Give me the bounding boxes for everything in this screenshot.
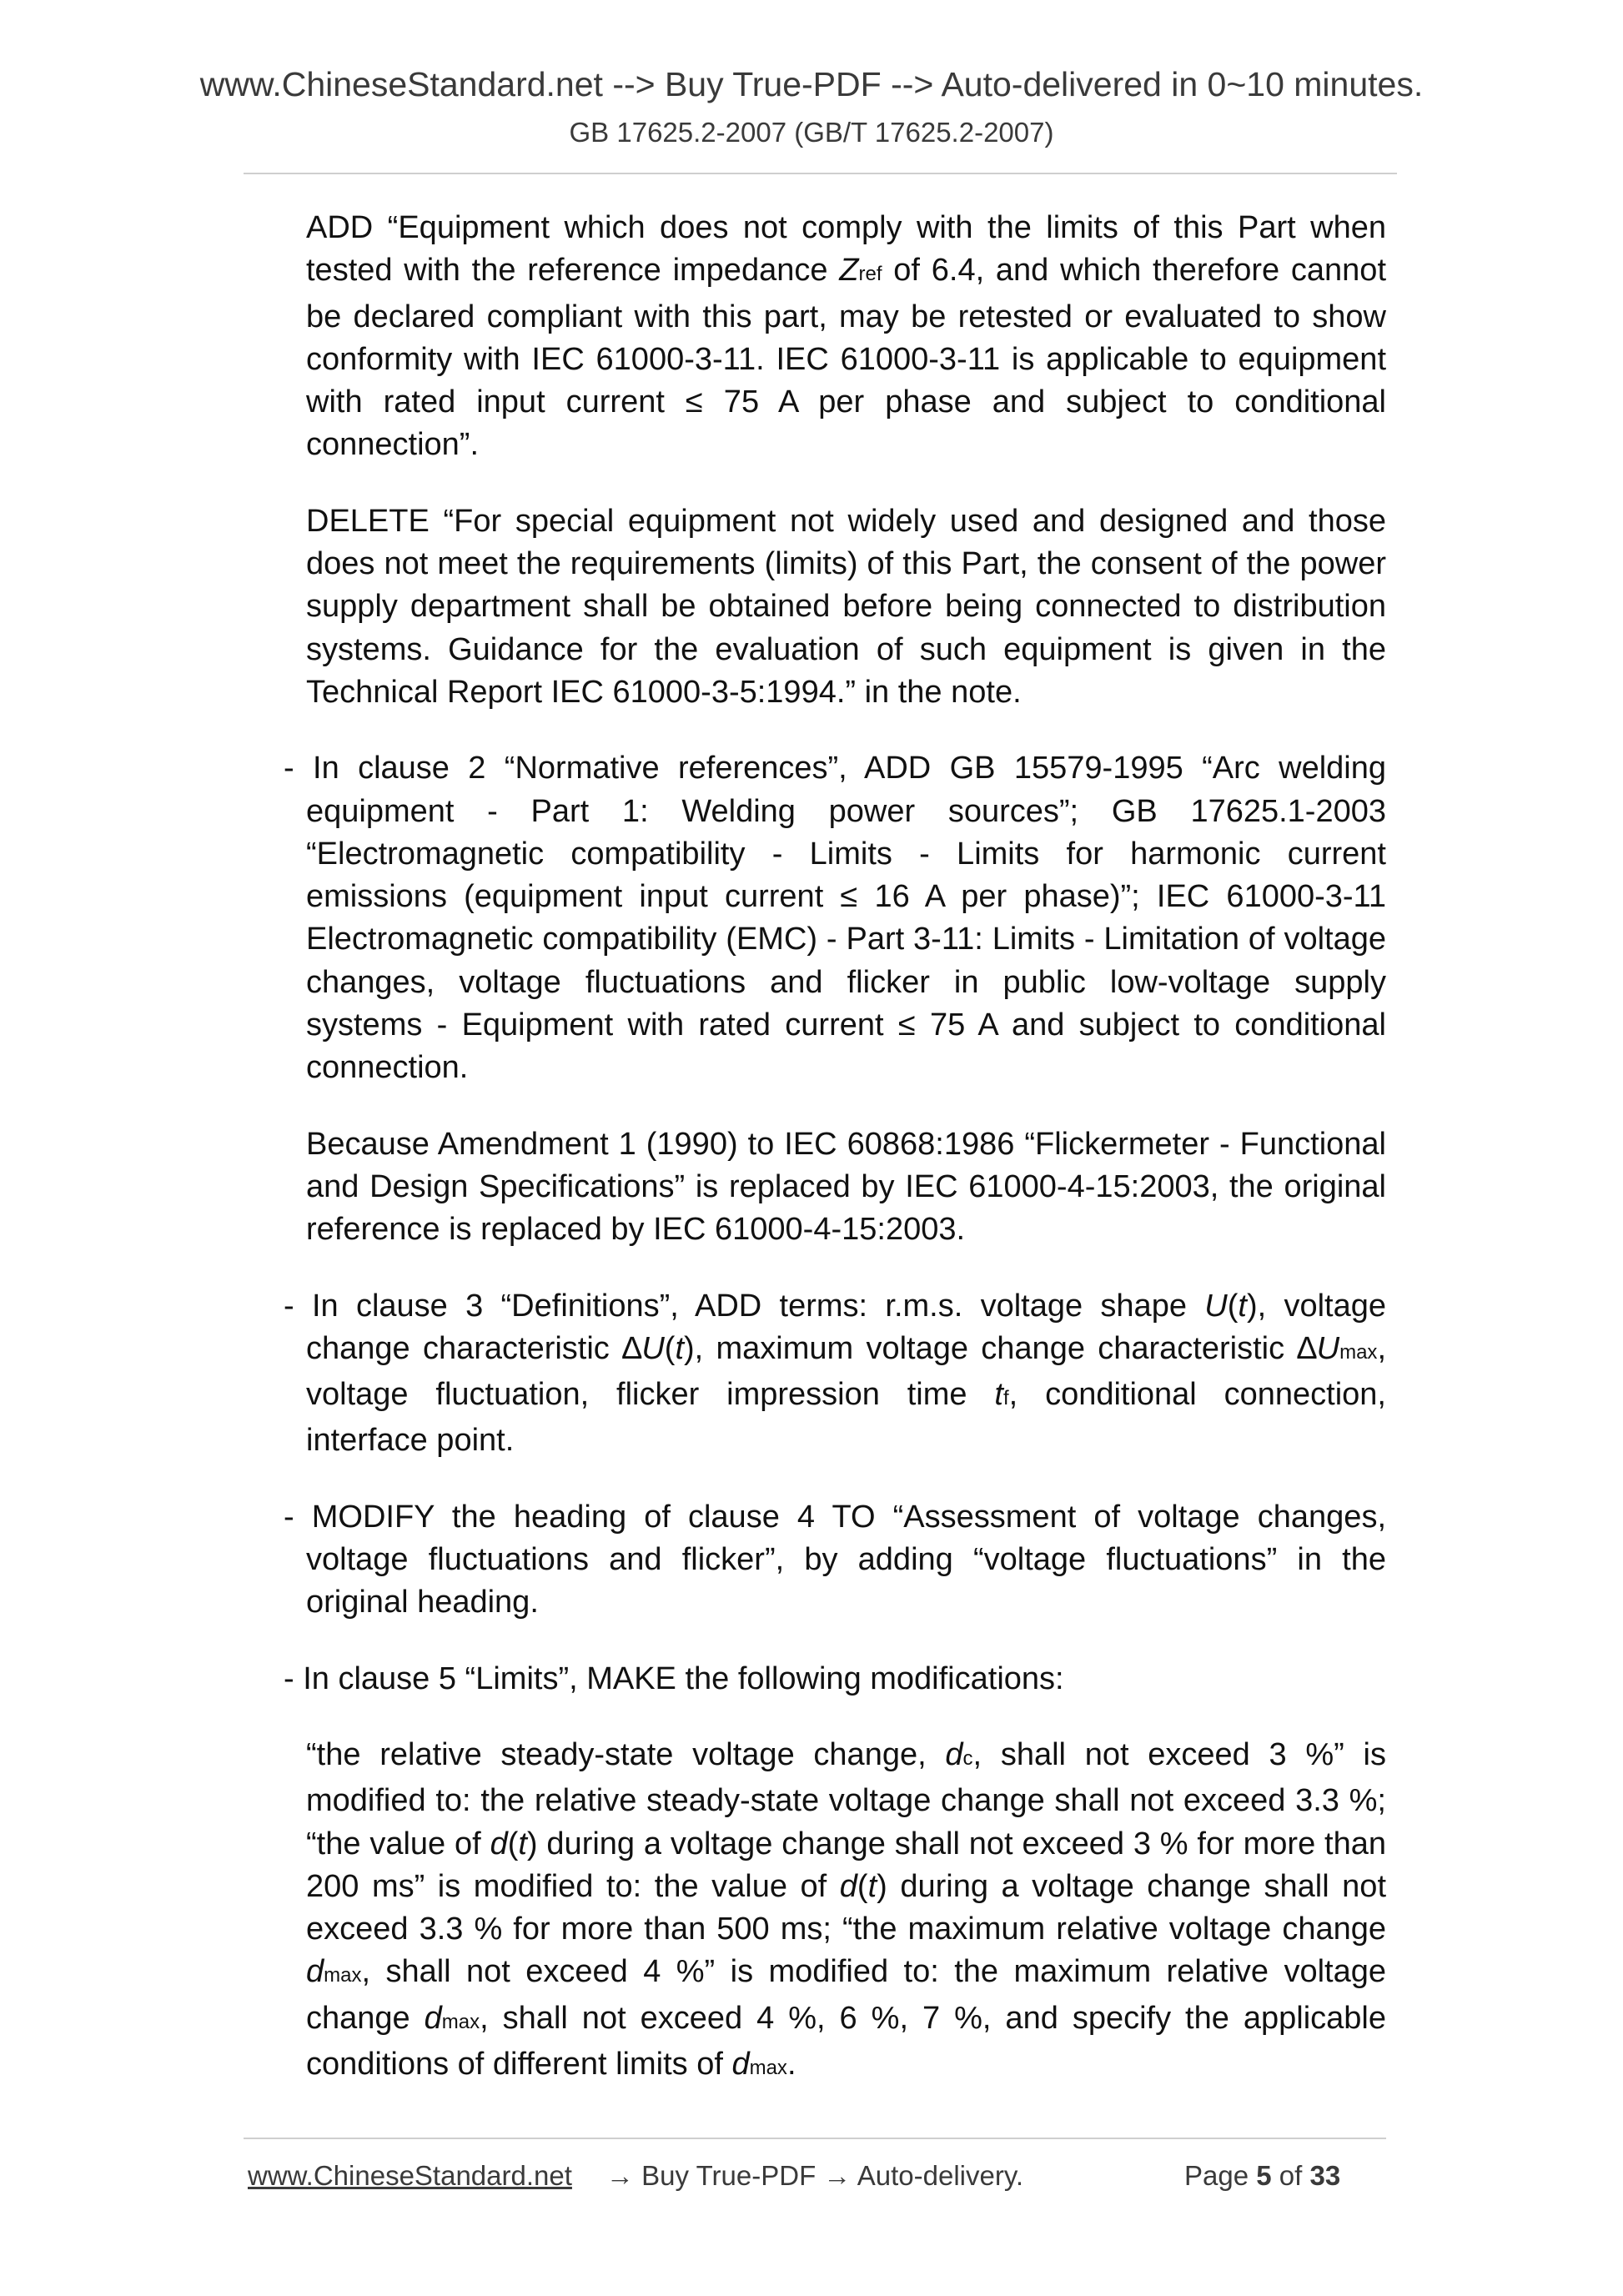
text-run: , shall not exceed 4 %, 6 %, 7 %, and specify the applicable conditions of different limits of: [306, 2000, 1386, 2082]
symbol-u: U: [641, 1330, 665, 1366]
symbol-delta: ∆: [1297, 1330, 1317, 1366]
symbol-d: d: [490, 1826, 508, 1861]
symbol-z: Z: [839, 253, 859, 289]
footer-site-link[interactable]: www.ChineseStandard.net: [248, 2160, 572, 2191]
paragraph-add-equipment: [306, 207, 1386, 467]
text-run: - In clause 3 “Definitions”, ADD terms: r.m.s. voltage shape: [284, 1288, 1205, 1324]
text-run: .: [786, 2046, 796, 2082]
header-banner: www.ChineseStandard.net --> Buy True-PDF --> Auto-delivered in 0~10 minutes.: [199, 65, 1424, 103]
page-number: 5: [1256, 2160, 1272, 2191]
text-run: , maximum voltage change characteristic: [694, 1330, 1298, 1366]
footer-tagline: → Buy True-PDF → Auto-delivery.: [606, 2160, 1024, 2191]
page-word: Page: [1184, 2160, 1257, 2191]
symbol-d: d: [839, 1868, 857, 1904]
symbol-d: d: [731, 2046, 750, 2082]
subscript-max: max: [324, 1964, 362, 1987]
symbol-t: t: [675, 1330, 685, 1366]
symbol-t: t: [994, 1377, 1003, 1413]
symbol-d: d: [945, 1736, 963, 1772]
page-total: 33: [1309, 2160, 1341, 2191]
symbol-t: t: [518, 1826, 527, 1861]
text-run: , conditional connection, interface point.: [306, 1377, 1386, 1459]
text-run: , voltage fluctuation, flicker impression time: [306, 1330, 1386, 1413]
paragraph-delete-note: DELETE “For special equipment not widely used and designed and those does not meet the requirements (limits) of this Part, the consent of the power supply department shall be obtained before being connected to distribution systems. Guidance for the evaluation of such equipment is given in the Technical Report IEC 61000-3-5:1994.” in the note.: [306, 503, 1386, 710]
subscript-c: c: [962, 1746, 973, 1770]
paren: (: [1227, 1288, 1239, 1324]
standard-number: GB 17625.2-2007 (GB/T 17625.2-2007): [569, 117, 1054, 148]
paren: ): [877, 1868, 887, 1904]
text-run: , shall not exceed 4 %” is modified to: the maximum relative voltage change: [306, 1954, 1386, 2036]
document-body: [284, 207, 1386, 2123]
paren: (: [857, 1868, 868, 1904]
bullet-clause-3: [284, 1285, 1386, 1463]
symbol-d: d: [306, 1954, 324, 1990]
text-run: , shall not exceed 3 %” is modified to: the relative steady-state voltage change shall not exceed 3.3 %; “the value of: [306, 1736, 1386, 1861]
paragraph-amendment: Because Amendment 1 (1990) to IEC 60868:1986 “Flickermeter - Functional and Design Specifications” is replaced by IEC 61000-4-15:2003, the original reference is replaced by IEC 61000-4-15:2003.: [306, 1126, 1386, 1248]
text-run: of 6.4, and which therefore cannot be declared compliant with this part, may be retested or evaluated to show conformity with IEC 61000-3-11. IEC 61000-3-11 is applicable to equipment with rated input current ≤ 75 A per phase and subject to conditional connection”.: [306, 253, 1386, 463]
symbol-delta: ∆: [622, 1330, 642, 1366]
paren: ): [1246, 1288, 1258, 1324]
subscript-max: max: [441, 2010, 480, 2033]
page-indicator: [1184, 2160, 1340, 2192]
symbol-t: t: [867, 1868, 877, 1904]
paren: (: [664, 1330, 676, 1366]
symbol-t: t: [1238, 1288, 1247, 1324]
subscript-ref: ref: [858, 263, 882, 286]
footer-divider: [244, 2138, 1386, 2139]
bullet-clause-4: - MODIFY the heading of clause 4 TO “Assessment of voltage changes, voltage fluctuations and flicker”, by adding “voltage fluctuations” in the original heading.: [284, 1499, 1386, 1620]
bullet-clause-5: - In clause 5 “Limits”, MAKE the following modifications:: [284, 1660, 1064, 1696]
paren: ): [684, 1330, 695, 1366]
text-run: during a voltage change shall not exceed 3.3 % for more than 500 ms; “the maximum relative voltage change: [306, 1868, 1387, 1947]
subscript-max: max: [1339, 1340, 1378, 1364]
symbol-u: U: [1316, 1330, 1340, 1366]
text-run: ADD “Equipment which does not comply with the limits of this Part when tested with the reference impedance: [306, 210, 1386, 289]
header-divider: [244, 173, 1397, 174]
text-run: , voltage change characteristic: [306, 1288, 1386, 1366]
paren: (: [507, 1826, 519, 1861]
of-word: of: [1271, 2160, 1310, 2191]
symbol-d: d: [424, 2000, 442, 2036]
paren: ): [526, 1826, 538, 1861]
text-run: “the relative steady-state voltage change,: [306, 1736, 946, 1772]
subscript-max: max: [749, 2056, 787, 2079]
paragraph-limits-modifications: [306, 1734, 1386, 2089]
text-run: during a voltage change shall not exceed 3 % for more than 200 ms” is modified to: the value of: [306, 1826, 1387, 1904]
subscript-f: f: [1002, 1387, 1009, 1410]
symbol-u: U: [1204, 1288, 1228, 1324]
bullet-clause-2: - In clause 2 “Normative references”, ADD GB 15579-1995 “Arc welding equipment - Part 1: Welding power sources”; GB 17625.1-2003 “Electromagnetic compatibility - Limits - Limits for harmonic current emissions (equipment input current ≤ 16 A per phase)”; IEC 61000-3-11 Electromagnetic compatibility (EMC) - Part 3-11: Limits - Limitation of voltage changes, voltage fluctuations and flicker in public low-voltage supply systems - Equipment with rated current ≤ 75 A and subject to conditional connection.: [284, 751, 1386, 1086]
